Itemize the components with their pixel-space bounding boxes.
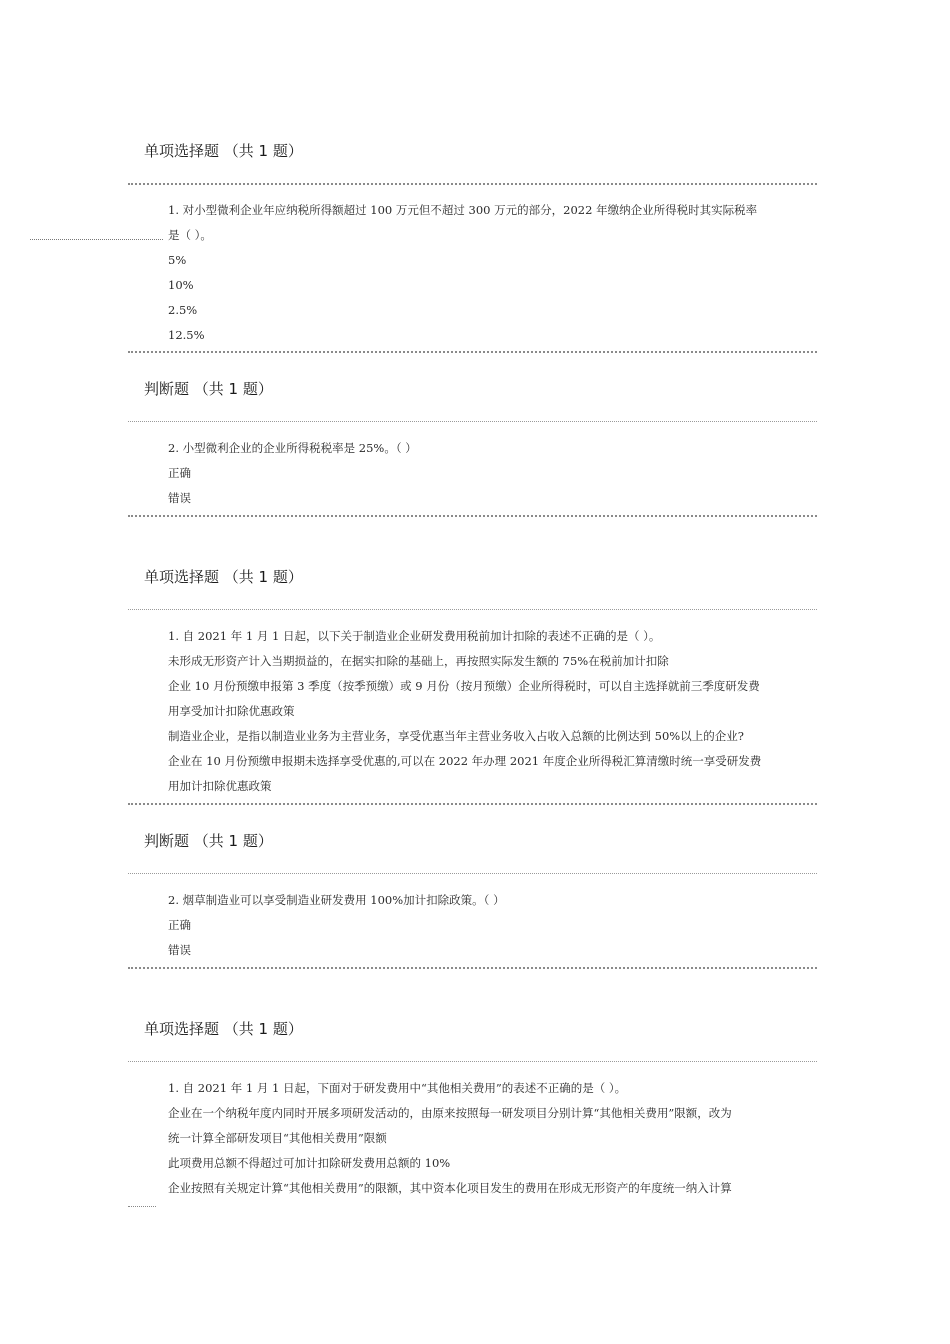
option-item[interactable]: 正确 xyxy=(168,918,191,932)
section-heading: 单项选择题 （共 1 题） xyxy=(144,1020,303,1038)
divider xyxy=(128,967,817,969)
option-item[interactable]: 2.5% xyxy=(168,303,198,317)
divider xyxy=(128,421,817,422)
option-item[interactable]: 错误 xyxy=(168,491,191,505)
option-item[interactable]: 制造业企业，是指以制造业业务为主营业务，享受优惠当年主营业务收入占收入总额的比例达到 50%以上的企业? xyxy=(168,729,744,743)
question-text: 2. 小型微利企业的企业所得税税率是 25%。（ ） xyxy=(168,441,417,455)
question-text: 1. 自 2021 年 1 月 1 日起，以下关于制造业企业研发费用税前加计扣除的表述不正确的是（ ）。 xyxy=(168,629,661,643)
section-heading: 单项选择题 （共 1 题） xyxy=(144,142,303,160)
question-text: 1. 自 2021 年 1 月 1 日起，下面对于研发费用中“其他相关费用”的表述不正确的是（ ）。 xyxy=(168,1081,627,1095)
divider xyxy=(128,351,817,353)
option-item[interactable]: 12.5% xyxy=(168,328,205,342)
question-text-continued: 是（ ）。 xyxy=(168,228,212,242)
divider xyxy=(128,609,817,610)
option-item-continued[interactable]: 用加计扣除优惠政策 xyxy=(168,779,272,793)
option-item[interactable]: 企业在 10 月份预缴申报期未选择享受优惠的,可以在 2022 年办理 2021 年度企业所得税汇算清缴时统一享受研发费 xyxy=(168,754,762,768)
divider xyxy=(128,515,817,517)
section-heading: 判断题 （共 1 题） xyxy=(144,832,273,850)
option-item[interactable]: 未形成无形资产计入当期损益的，在据实扣除的基础上，再按照实际发生额的 75%在税前加计扣除 xyxy=(168,654,669,668)
page-end-divider xyxy=(128,1206,156,1207)
section-heading: 单项选择题 （共 1 题） xyxy=(144,568,303,586)
divider xyxy=(128,873,817,874)
option-item[interactable]: 10% xyxy=(168,278,194,292)
divider xyxy=(128,183,817,185)
section-heading: 判断题 （共 1 题） xyxy=(144,380,273,398)
divider xyxy=(128,1061,817,1062)
option-item-continued[interactable]: 统一计算全部研发项目“其他相关费用”限额 xyxy=(168,1131,387,1145)
option-item[interactable]: 此项费用总额不得超过可加计扣除研发费用总额的 10% xyxy=(168,1156,451,1170)
question-text: 1. 对小型微利企业年应纳税所得额超过 100 万元但不超过 300 万元的部分，2022 年缴纳企业所得税时其实际税率 xyxy=(168,203,758,217)
option-item[interactable]: 企业在一个纳税年度内同时开展多项研发活动的，由原来按照每一研发项目分别计算“其他相关费用”限额，改为 xyxy=(168,1106,732,1120)
option-item[interactable]: 正确 xyxy=(168,466,191,480)
option-item[interactable]: 企业 10 月份预缴申报第 3 季度（按季预缴）或 9 月份（按月预缴）企业所得税时，可以自主选择就前三季度研发费 xyxy=(168,679,760,693)
option-item[interactable]: 错误 xyxy=(168,943,191,957)
divider xyxy=(128,803,817,805)
margin-divider xyxy=(30,239,163,240)
question-text: 2. 烟草制造业可以享受制造业研发费用 100%加计扣除政策。（ ） xyxy=(168,893,505,907)
option-item[interactable]: 企业按照有关规定计算“其他相关费用”的限额，其中资本化项目发生的费用在形成无形资产的年度统一纳入计算 xyxy=(168,1181,732,1195)
option-item[interactable]: 5% xyxy=(168,253,187,267)
option-item-continued[interactable]: 用享受加计扣除优惠政策 xyxy=(168,704,295,718)
